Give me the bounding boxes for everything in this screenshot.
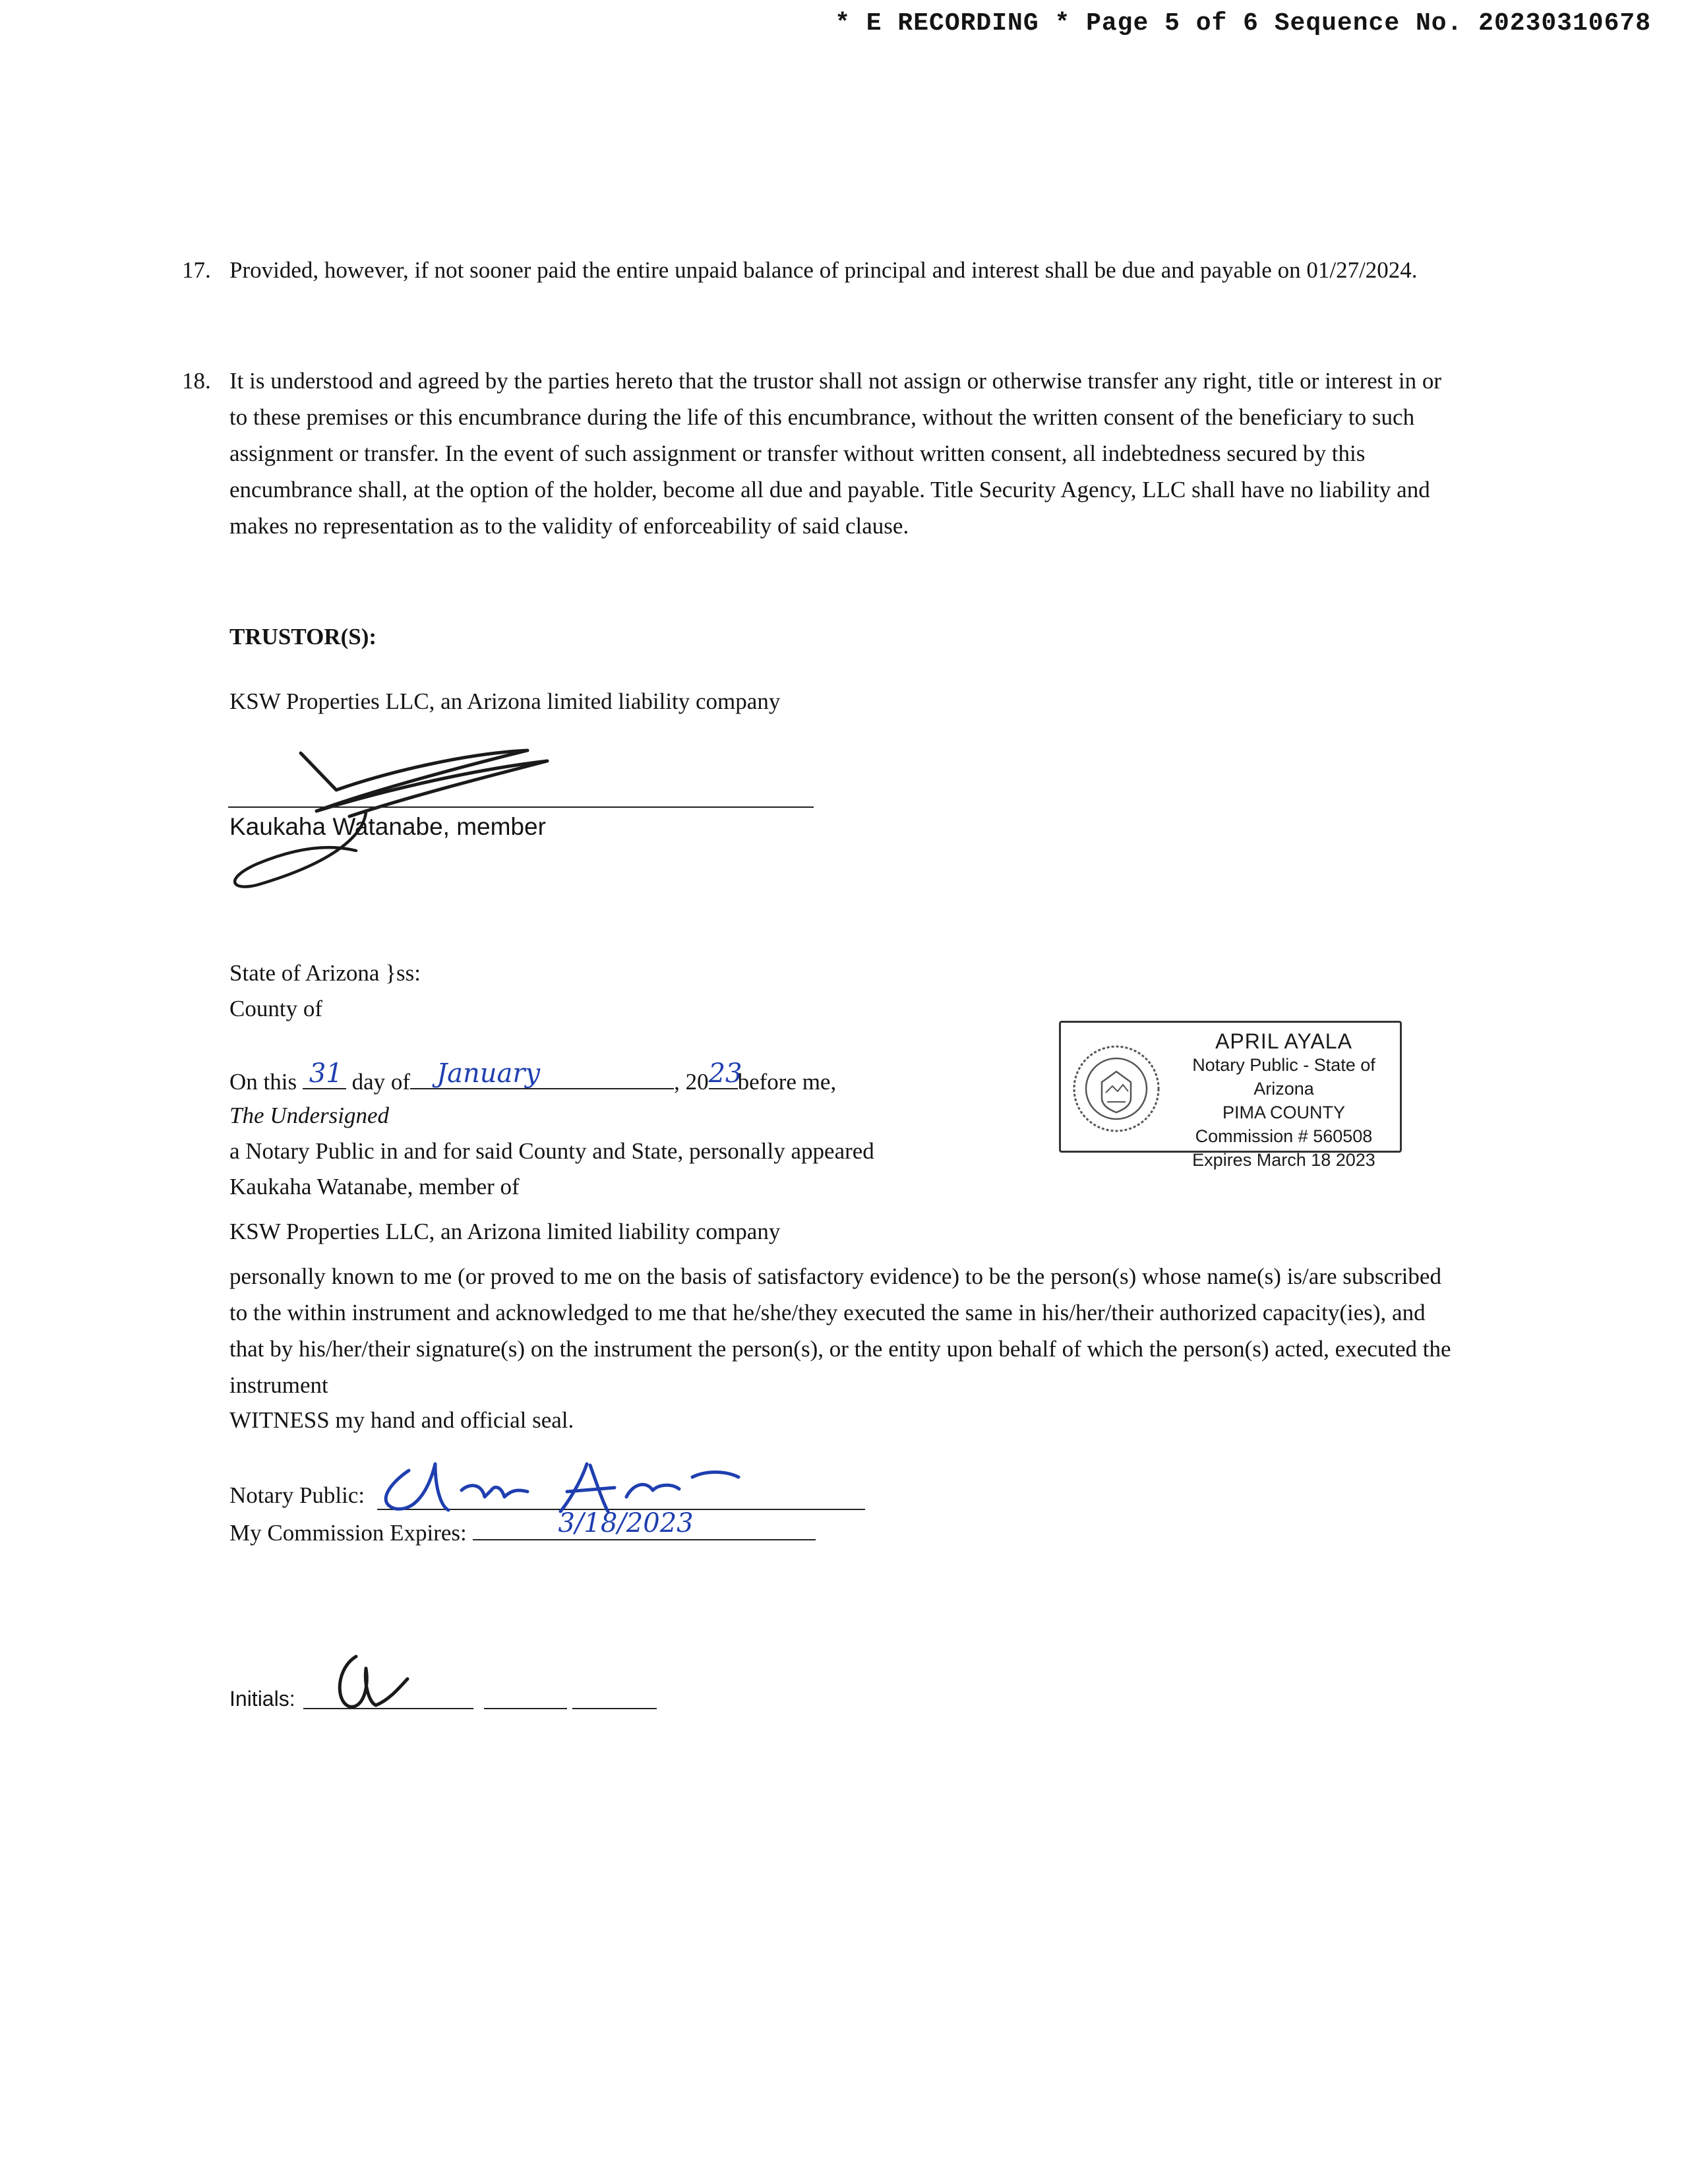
year-value: 23	[708, 1058, 742, 1089]
acknowledgment-paragraph: personally known to me (or proved to me on the basis of satisfactory evidence) to be the person(s) whose name(s) is/are subscribed to the within instrument and acknowledged to me that he/she/they executed the same in his/her/their authorized capacity(ies), and that by his/her/their signature(s) on the instrument the person(s), or the entity upon behalf of which the person(s) acted, executed the instrument	[229, 1263, 1451, 1398]
stamp-notary-name: APRIL AYALA	[1215, 1029, 1352, 1053]
county-line: County of	[229, 996, 322, 1021]
notary-public-label: Notary Public:	[229, 1482, 365, 1508]
notary-public-line	[229, 1480, 365, 1511]
before-me-label: before me,	[737, 1069, 837, 1095]
day-blank	[303, 1058, 346, 1089]
state-line: State of Arizona }ss:	[229, 960, 421, 986]
trustors-heading: TRUSTOR(S):	[229, 624, 377, 650]
notary-stamp	[1059, 1021, 1402, 1170]
trustor-entity: KSW Properties LLC, an Arizona limited liability company	[229, 688, 781, 714]
month-value: January	[437, 1058, 541, 1089]
acknowledgment-entity: KSW Properties LLC, an Arizona limited liability company	[229, 1219, 781, 1244]
appeared-line: Kaukaha Watanabe, member of	[229, 1174, 520, 1199]
recording-header: * E RECORDING * Page 5 of 6 Sequence No. 20230310678	[835, 9, 1651, 38]
acknowledgment-date-line	[229, 1058, 837, 1098]
clause-number: 17.	[182, 257, 211, 283]
trustor-signer-name: Kaukaha Watanabe, member	[229, 813, 546, 840]
stamp-commission: Commission # 560508	[1195, 1126, 1373, 1146]
day-value: 31	[309, 1058, 343, 1089]
initials-label: Initials:	[229, 1687, 295, 1711]
trustor-signature-line	[228, 806, 814, 808]
commission-value: 3/18/2023	[558, 1508, 694, 1538]
commission-label: My Commission Expires:	[229, 1520, 467, 1546]
clause-17	[182, 252, 1455, 288]
stamp-county: PIMA COUNTY	[1222, 1103, 1346, 1122]
clause-number: 18.	[182, 368, 211, 394]
stamp-notary-title: Notary Public - State of Arizona	[1192, 1055, 1375, 1099]
stamp-expires: Expires March 18 2023	[1192, 1150, 1375, 1170]
stamp-text	[1172, 1029, 1396, 1172]
clause-18	[182, 363, 1455, 544]
on-this-label: On this	[229, 1069, 297, 1095]
initials-line-2	[484, 1708, 567, 1709]
commission-line	[229, 1508, 816, 1549]
year-prefix: , 20	[674, 1069, 709, 1095]
clause-text: It is understood and agreed by the parties hereto that the trustor shall not assign or otherwise transfer any right, title or interest in or to these premises or this encumbrance during the life of this encumbrance, without the written consent of the beneficiary to such assignment or transfer. In the event of such assignment or transfer without written consent, all indebtedness secured by this encumbrance shall, at the option of the holder, become all due and payable. Title Security Agency, LLC shall have no liability and makes no representation as to the validity of enforceability of said clause.	[229, 368, 1441, 539]
month-blank	[410, 1058, 674, 1089]
initials-mark	[330, 1649, 422, 1714]
initials-line-3	[572, 1708, 657, 1709]
clause-text: Provided, however, if not sooner paid the entire unpaid balance of principal and interest shall be due and payable on 01/27/2024.	[229, 257, 1418, 283]
day-of-label: day of	[351, 1069, 411, 1095]
arizona-seal-icon	[1070, 1043, 1162, 1135]
commission-blank	[473, 1508, 816, 1540]
notary-statement: a Notary Public in and for said County and State, personally appeared	[229, 1138, 874, 1164]
undersigned: The Undersigned	[229, 1103, 390, 1128]
year-blank	[708, 1058, 742, 1089]
witness-line: WITNESS my hand and official seal.	[229, 1407, 574, 1433]
